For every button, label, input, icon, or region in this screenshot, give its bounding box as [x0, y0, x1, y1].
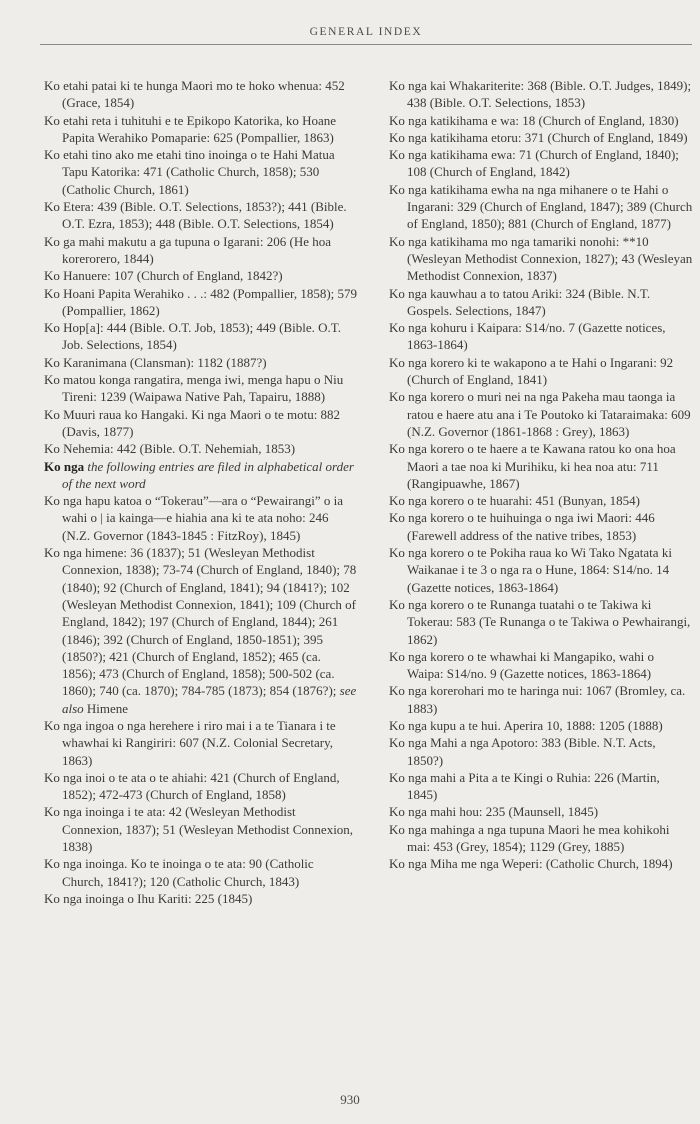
right-column [389, 77, 693, 873]
index-entry: Ko nga kauwhau a to tatou Ariki: 324 (Bible. N.T. Gospels. Selections, 1847) [389, 285, 651, 318]
index-entry: Ko etahi reta i tuhituhi e te Epikopo Katorika, ko Hoane Papita Werahiko Pomaparie: 625 (Pompallier, 1863) [44, 112, 337, 145]
running-header: GENERAL INDEX [309, 26, 423, 38]
index-entry: Ko nga kohuru i Kaipara: S14/no. 7 (Gazette notices, 1863-1864) [389, 320, 666, 353]
index-entry: Ko nga korerohari mo te haringa nui: 1067 (Bromley, ca. 1883) [389, 683, 686, 716]
index-entry: Ko nga korero o muri nei na nga Pakeha mau taonga ia ratou e haere atu ana i Te Poutoko ki Tataraimaka: 609 (N.Z. Governor (1861-1868 : Grey), 1863) [389, 389, 691, 439]
index-entry: Ko Nehemia: 442 (Bible. O.T. Nehemiah, 1853) [44, 441, 296, 457]
index-entry: Ko nga katikihama e wa: 18 (Church of England, 1830) [389, 112, 679, 128]
index-entry: Ko Muuri raua ko Hangaki. Ki nga Maori o te motu: 882 (Davis, 1877) [44, 406, 341, 439]
page-number: 930 [340, 1092, 360, 1107]
index-entry: Ko nga korero o te whawhai ki Mangapiko, wahi o Waipa: S14/no. 9 (Gazette notices, 1863-1864) [389, 648, 654, 682]
index-entry: Ko nga Miha me nga Weperi: (Catholic Church, 1894) [389, 856, 673, 872]
filing-note: the following entries are filed in alphabetical order of the next word [62, 458, 354, 491]
himene-text: Ko nga himene: 36 (1837); 51 (Wesleyan Methodist Connexion, 1838); 73-74 (Church of England, 1840); 78 (1840); 92 (Church of England, 1841); 94 (1841?); 102 (Wesleyan Methodist Connexion, 1841); 109 (Church of England, 1842); 197 (Church of England, 1844); 261 (1846); 392 (Church of England, 1850-1851); 395 (1850?); 421 (Church of England, 1852); 465 (ca. 1856); 473 (Church of England, 1858); 500-502 (ca. 1860); 740 (ca. 1870); 784-785 (1873); 854 (1876?); [44, 545, 357, 699]
index-entry: Ko nga korero o te Runanga tuatahi o te Takiwa ki Tokerau: 583 (Te Runanga o te Takiwa o Pewhairangi, 1862) [389, 596, 691, 647]
left-column [44, 77, 358, 907]
index-entry: Ko matou konga rangatira, menga iwi, menga hapu o Niu Tireni: 1239 (Waipawa Native Pah, Tapairu, 1888) [44, 372, 344, 405]
index-entry: Ko etahi tino ako me etahi tino inoinga o te Hahi Matua Tapu Katorika: 471 (Catholic Church, 1858); 530 (Catholic Church, 1861) [44, 147, 335, 197]
index-entry: Ko nga katikihama mo nga tamariki nonohi: **10 (Wesleyan Methodist Connexion, 1827); 43 (Wesleyan Methodist Connexion, 1837) [389, 233, 693, 284]
ko-nga-heading: Ko nga [44, 458, 85, 474]
index-entry: Ko Hanuere: 107 (Church of England, 1842?) [44, 268, 283, 284]
himene-cross-ref: Himene [86, 700, 129, 716]
ko-nga-heading-entry [44, 458, 358, 493]
index-entry: Ko nga ingoa o nga herehere i riro mai i a te Tianara i te whawhai ki Rangiriri: 607 (N.Z. Colonial Secretary, 1863) [44, 717, 336, 768]
index-entry: Ko nga inoinga. Ko te inoinga o te ata: 90 (Catholic Church, 1841?); 120 (Catholic Church, 1843) [44, 856, 314, 889]
index-entry: Ko nga kai Whakariterite: 368 (Bible. O.T. Judges, 1849); 438 (Bible. O.T. Selections, 1853) [389, 78, 692, 111]
index-entry: Ko nga hapu katoa o “Tokerau”—ara o “Pewairangi” o ia wahi o | ia kainga—e hiahia ana ki te ata noho: 246 (N.Z. Governor (1843-1845 : FitzRoy), 1845) [44, 493, 344, 543]
index-entry: Ko Karanimana (Clansman): 1182 (1887?) [44, 354, 267, 370]
index-entry: Ko Hoani Papita Werahiko . . .: 482 (Pompallier, 1858); 579 (Pompallier, 1862) [44, 285, 358, 318]
index-entry: Ko nga inoinga o Ihu Kariti: 225 (1845) [44, 890, 253, 906]
header-rule [40, 44, 692, 45]
index-entry: Ko nga korero ki te wakapono a te Hahi o Ingarani: 92 (Church of England, 1841) [389, 354, 674, 388]
index-entry: Ko nga korero o te Pokiha raua ko Wi Tako Ngatata ki Waikanae i te 3 o nga ra o Hune, 1864: S14/no. 14 (Gazette notices, 1863-1864) [389, 545, 672, 595]
index-entry: Ko nga mahi a Pita a te Kingi o Ruhia: 226 (Martin, 1845) [389, 769, 660, 803]
index-entry: Ko nga Mahi a nga Apotoro: 383 (Bible. N.T. Acts, 1850?) [389, 735, 656, 768]
index-entry: Ko ga mahi makutu a ga tupuna o Igarani: 206 (He hoa korerorero, 1844) [44, 233, 331, 266]
index-entry: Ko nga katikihama etoru: 371 (Church of England, 1849) [389, 129, 688, 145]
index-entry: Ko nga katikihama ewha na nga mihanere o te Hahi o Ingarani: 329 (Church of England, 1847); 389 (Church of England, 1850); 881 (Church of England, 1877) [389, 181, 693, 232]
index-entry: Ko nga korero o te huarahi: 451 (Bunyan, 1854) [389, 493, 640, 509]
index-entry: Ko nga inoinga i te ata: 42 (Wesleyan Methodist Connexion, 1837); 51 (Wesleyan Methodist Connexion, 1838) [44, 804, 354, 855]
index-entry: Ko Hop[a]: 444 (Bible. O.T. Job, 1853); 449 (Bible. O.T. Job. Selections, 1854) [44, 320, 342, 353]
index-entry: Ko nga inoi o te ata o te ahiahi: 421 (Church of England, 1852); 472-473 (Church of England, 1858) [44, 769, 340, 803]
index-entry: Ko Etera: 439 (Bible. O.T. Selections, 1853?); 441 (Bible. O.T. Ezra, 1853); 448 (Bible. O.T. Selections, 1854) [44, 199, 347, 232]
index-entry: Ko nga mahinga a nga tupuna Maori he mea kohikohi mai: 453 (Grey, 1854); 1129 (Grey, 1885) [389, 821, 670, 855]
index-entry-himene [44, 544, 358, 717]
index-entry: Ko nga korero o te huihuinga o nga iwi Maori: 446 (Farewell address of the native tribes, 1853) [389, 510, 655, 543]
see-also-label: see also [62, 683, 357, 716]
index-entry: Ko nga kupu a te hui. Aperira 10, 1888: 1205 (1888) [389, 717, 663, 733]
index-entry: Ko etahi patai ki te hunga Maori mo te hoko whenua: 452 (Grace, 1854) [44, 78, 345, 111]
index-entry: Ko nga katikihama ewa: 71 (Church of England, 1840); 108 (Church of England, 1842) [389, 147, 679, 180]
index-entry: Ko nga mahi hou: 235 (Maunsell, 1845) [389, 804, 599, 820]
index-entry: Ko nga korero o te haere a te Kawana ratou ko ona hoa Maori a tae noa ki Murihiku, ki hea noa atu: 711 (Rangipuawhe, 1867) [389, 441, 676, 491]
